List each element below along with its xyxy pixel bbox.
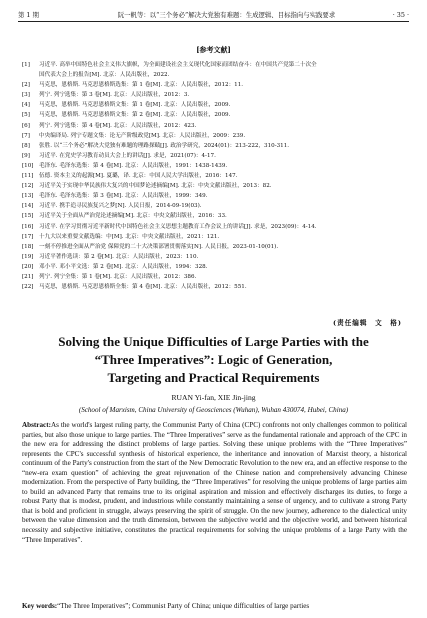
reference-item bbox=[22, 100, 410, 110]
reference-item bbox=[22, 272, 410, 282]
reference-number: [13] bbox=[22, 193, 34, 200]
page-number: · 35 · bbox=[392, 11, 409, 19]
reference-item bbox=[22, 242, 410, 252]
reference-item bbox=[22, 161, 410, 171]
reference-item bbox=[22, 80, 410, 90]
reference-item bbox=[22, 232, 410, 242]
abstract-text: As the world's largest ruling party, the Communist Party of China (CPC) confronts not only challenges common to political parties, but also those unique to large parties. The “Three Imperatives” serve as the fundamental rationale and approach of the CPC in the new era for addressing the distinct problems of large parties. Solving these unique problems with the “Three Imperatives” represents the CPC's successful synthesis of historical experience, the inheritance and innovation of Marxist theory, a historical continuum of the Party's construction from the start of the New Democratic Revolution to the new era, and an effective response to the “new-era exam question” of achieving the great rejuvenation of the Chinese nation and comprehensively advancing Chinese modernization. From the perspective of Party building, the “Three Imperatives” for resolving the unique problems of large parties aim to build an advanced Party that remains true to its original aspiration and mission and effectively discharges its duties, to forge a robust Party that is modest, prudent, and industrious while constantly maintaining a sense of urgency, and to cultivate a strong Party that is bold and proficient in struggle, always preserving the spirit of struggle. On the new journey, adherence to the dialectical unity between the value dimension and the truth dimension, between the subjective world and the objective world, and between historical necessity and subjective initiative, constitutes the practical requirements for solving the unique problems of a large Party with the “Three Imperatives”. bbox=[22, 421, 407, 544]
editor-note: (责任编辑 文 格) bbox=[333, 319, 402, 327]
reference-text: 马克思，恩格斯. 马克思恩格斯选集：第 1 卷[M]. 北京：人民出版社，2012：11. bbox=[39, 82, 244, 89]
running-title: 阮一帆等：以“三个务必”解决大党独有难题：生成逻辑、目标指向与实践要求 bbox=[117, 11, 336, 19]
reference-list bbox=[22, 60, 410, 292]
reference-item bbox=[22, 282, 410, 292]
reference-item bbox=[22, 222, 410, 232]
reference-text: 习近平关于全面从严治党论述摘编[M]. 北京：中央文献出版社，2016：33. bbox=[39, 213, 227, 220]
reference-text: 列宁. 列宁选集：第 4 卷[M]. 北京：人民出版社，2012：423. bbox=[39, 122, 197, 129]
references-heading: [参考文献] bbox=[196, 45, 231, 54]
reference-text: 伍德. 资本主义的起源[M]. 夏璐，译. 北京：中国人民大学出版社，2016：147. bbox=[39, 173, 238, 180]
reference-text: 习近平. 在学习贯彻习近平新时代中国特色社会主义思想主题教育工作会议上的讲话[J]. 求是，2023(09)：4-14. bbox=[39, 223, 317, 230]
reference-number: [4] bbox=[22, 102, 30, 109]
reference-number: [12] bbox=[22, 183, 34, 190]
reference-item bbox=[22, 211, 410, 221]
reference-number: [8] bbox=[22, 142, 30, 149]
reference-number: [7] bbox=[22, 132, 30, 139]
reference-item bbox=[22, 90, 410, 100]
issue-number: 第 1 期 bbox=[18, 11, 39, 19]
reference-number: [2] bbox=[22, 82, 30, 89]
reference-text-continuation: 国代表大会上的报告[M]. 北京：人民出版社，2022. bbox=[39, 72, 170, 79]
reference-text: 习近平. 在党史学习教育动员大会上的讲话[J]. 求是，2021(07)：4-17. bbox=[39, 152, 216, 159]
keywords-text: “The Three Imperatives”; Communist Party of China; unique difficulties of large parties bbox=[57, 602, 310, 610]
reference-number: [16] bbox=[22, 223, 34, 230]
reference-text: 张胜. 以“三个务必”解决大党独有难题的理路探赜[J]. 政治学研究，2024(01)：213-222，310-311. bbox=[39, 142, 290, 149]
reference-item bbox=[22, 262, 410, 272]
english-title-line: “Three Imperatives”: Logic of Generation, bbox=[94, 352, 333, 367]
reference-number: [14] bbox=[22, 203, 34, 210]
reference-text: 十九大以来重要文献选编：中[M]. 北京：中央文献出版社，2021：121. bbox=[39, 233, 220, 240]
running-header bbox=[18, 9, 409, 22]
reference-text: 习近平. 携手追寻民族复兴之梦[N]. 人民日报，2014-09-19(03). bbox=[39, 203, 202, 210]
reference-text: 列宁. 列宁选集：第 3 卷[M]. 北京：人民出版社，2012：3. bbox=[39, 92, 190, 99]
reference-number: [9] bbox=[22, 152, 30, 159]
reference-number: [18] bbox=[22, 243, 34, 250]
reference-text: 毛泽东. 毛泽东选集：第 4 卷[M]. 北京：人民出版社，1991：1438-1439. bbox=[39, 162, 228, 169]
reference-item bbox=[22, 252, 410, 262]
author-names: RUAN Yi-fan, XIE Jin-jing bbox=[171, 393, 256, 402]
reference-item bbox=[22, 201, 410, 211]
english-keywords bbox=[22, 602, 410, 612]
reference-text: 一刻不停推进全面从严治党 保障党的二十大决策部署贯彻落实[N]. 人民日报，2023-01-10(01). bbox=[39, 243, 279, 250]
reference-text: 邓小平. 邓小平文选：第 2 卷[M]. 北京：人民出版社，1994：328. bbox=[39, 263, 208, 270]
reference-number: [10] bbox=[22, 162, 34, 169]
reference-number: [21] bbox=[22, 273, 34, 280]
abstract-label: Abstract: bbox=[22, 421, 51, 429]
reference-number: [22] bbox=[22, 284, 34, 291]
reference-text: 习近平关于实现中华民族伟大复兴的中国梦论述摘编[M]. 北京：中央文献出版社，2013：82. bbox=[39, 183, 272, 190]
reference-number: [5] bbox=[22, 112, 30, 119]
reference-item bbox=[22, 171, 410, 181]
reference-item bbox=[22, 141, 410, 151]
english-title-line: Targeting and Practical Requirements bbox=[107, 370, 320, 385]
reference-text: 列宁. 列宁全集：第 1 卷[M]. 北京：人民出版社，2012：386. bbox=[39, 273, 197, 280]
reference-item bbox=[22, 181, 410, 191]
reference-number: [6] bbox=[22, 122, 30, 129]
reference-number: [3] bbox=[22, 92, 30, 99]
reference-text: 习近平. 高举中国特色社会主义伟大旗帜，为全面建设社会主义现代化国家而团结奋斗：在中国共产党第二十次全 bbox=[39, 62, 317, 68]
reference-item bbox=[22, 110, 410, 120]
reference-number: [15] bbox=[22, 213, 34, 220]
author-affiliation: (School of Marxism, China University of Geosciences (Wuhan), Wuhan 430074, Hubei, China) bbox=[78, 406, 349, 414]
english-title-line: Solving the Unique Difficulties of Large Parties with the bbox=[58, 334, 369, 349]
reference-text: 中央编译局. 列宁专题文集：论无产阶级政党[M]. 北京：人民出版社，2009：239. bbox=[39, 132, 246, 139]
reference-item bbox=[22, 131, 410, 141]
english-title bbox=[20, 333, 407, 387]
reference-text: 马克思，恩格斯. 马克思恩格斯全集：第 4 卷[M]. 北京：人民出版社，2012：551. bbox=[39, 284, 247, 291]
reference-number: [19] bbox=[22, 253, 34, 260]
reference-text: 毛泽东. 毛泽东选集：第 3 卷[M]. 北京：人民出版社，1999：349. bbox=[39, 193, 208, 200]
reference-text: 习近平著作选读：第 2 卷[M]. 北京：人民出版社，2023：110. bbox=[39, 253, 199, 260]
reference-text: 马克思，恩格斯. 马克思恩格斯文集：第 2 卷[M]. 北京：人民出版社，2009. bbox=[39, 112, 231, 119]
reference-number: [11] bbox=[22, 173, 34, 180]
reference-item bbox=[22, 191, 410, 201]
reference-text: 马克思，恩格斯. 马克思恩格斯文集：第 1 卷[M]. 北京：人民出版社，2009. bbox=[39, 102, 231, 109]
reference-number: [1] bbox=[22, 62, 30, 68]
reference-number: [17] bbox=[22, 233, 34, 240]
reference-item bbox=[22, 60, 410, 80]
reference-item bbox=[22, 151, 410, 161]
english-abstract bbox=[22, 421, 407, 545]
reference-item bbox=[22, 121, 410, 131]
reference-number: [20] bbox=[22, 263, 34, 270]
keywords-label: Key words: bbox=[22, 602, 58, 610]
